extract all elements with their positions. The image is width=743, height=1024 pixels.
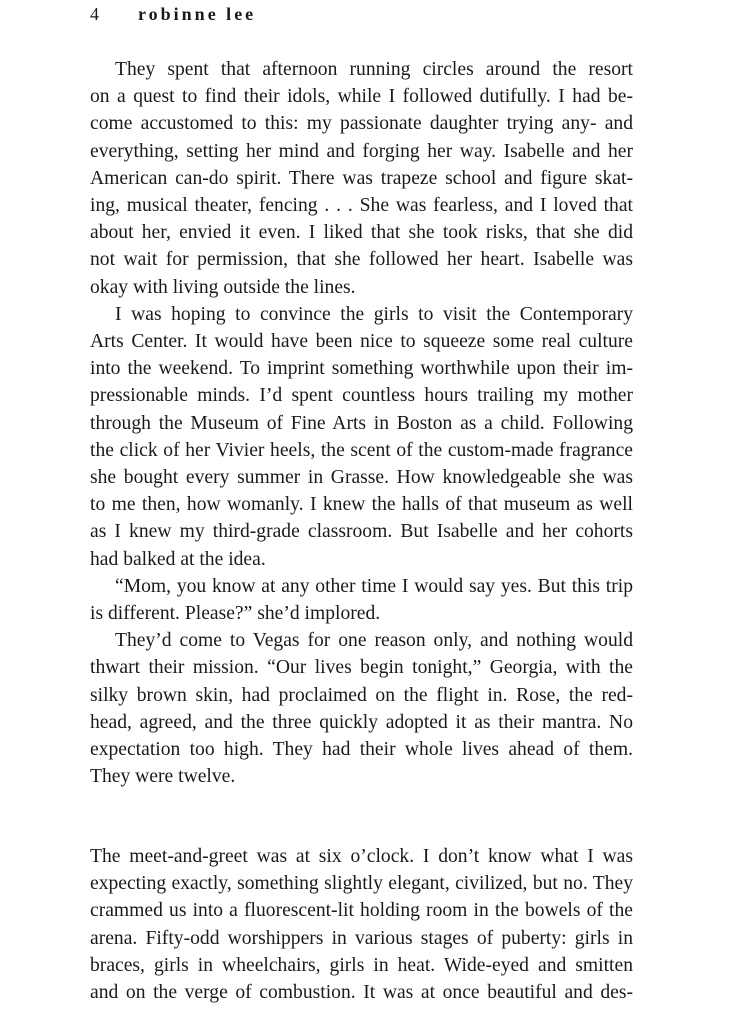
paragraph-line: head, agreed, and the three quickly adopted it as their mantra. No [90, 711, 633, 733]
paragraph-line: expecting exactly, something slightly elegant, civilized, but no. They [90, 873, 633, 895]
paragraph-line: They were twelve. [90, 766, 236, 788]
paragraph-line: she bought every summer in Grasse. How knowledgeable she was [90, 467, 633, 489]
paragraph-line: silky brown skin, had proclaimed on the flight in. Rose, the red- [90, 684, 633, 706]
paragraph-line: through the Museum of Fine Arts in Boston as a child. Following [90, 412, 633, 434]
paragraph-line: had balked at the idea. [90, 548, 266, 570]
paragraph-line: They’d come to Vegas for one reason only, and nothing would [115, 630, 633, 652]
paragraph-line: everything, setting her mind and forging her way. Isabelle and her [90, 140, 633, 162]
paragraph-line: on a quest to find their idols, while I followed dutifully. I had be- [90, 86, 633, 108]
page-header [90, 4, 256, 30]
paragraph-line: The meet-and-greet was at six o’clock. I don’t know what I was [90, 846, 633, 867]
paragraph-line: not wait for permission, that she followed her heart. Isabelle was [90, 249, 633, 271]
paragraph-line: is different. Please?” she’d implored. [90, 603, 381, 625]
paragraph-line: about her, envied it even. I liked that she took risks, that she did [90, 222, 633, 244]
paragraph-line: “Mom, you know at any other time I would say yes. But this trip [115, 575, 633, 597]
paragraph-line: arena. Fifty-odd worshippers in various stages of puberty: girls in [90, 927, 633, 949]
paragraph-line: okay with living outside the lines. [90, 276, 356, 298]
body-text-section-1 [90, 56, 633, 790]
paragraph-line: as I knew my third-grade classroom. But Isabelle and her cohorts [90, 521, 633, 543]
paragraph-line: ing, musical theater, fencing . . . She was fearless, and I loved that [90, 195, 633, 217]
paragraph-line: come accustomed to this: my passionate daughter trying any- and [90, 113, 633, 135]
body-text-section-2 [90, 843, 633, 1006]
paragraph-line: I was hoping to convince the girls to visit the Contemporary [115, 303, 633, 325]
paragraph-line: thwart their mission. “Our lives begin tonight,” Georgia, with the [90, 657, 633, 679]
page-number: 4 [90, 4, 99, 24]
paragraph-line: to me then, how womanly. I knew the halls of that museum as well [90, 494, 633, 516]
paragraph-line: and on the verge of combustion. It was at once beautiful and des- [90, 982, 633, 1004]
paragraph-line: crammed us into a fluorescent-lit holding room in the bowels of the [90, 900, 633, 922]
paragraph-4 [90, 627, 633, 790]
paragraph-line: into the weekend. To imprint something worthwhile upon their im- [90, 358, 633, 380]
paragraph-1 [90, 56, 633, 301]
paragraph-line: They spent that afternoon running circles around the resort [115, 59, 633, 80]
paragraph-3 [90, 573, 633, 627]
paragraph-line: the click of her Vivier heels, the scent of the custom-made fragrance [90, 439, 633, 461]
paragraph-line: pressionable minds. I’d spent countless hours trailing my mother [90, 385, 633, 407]
paragraph-5 [90, 843, 633, 1006]
running-head: robinne lee [138, 4, 257, 24]
paragraph-2 [90, 301, 633, 573]
paragraph-line: braces, girls in wheelchairs, girls in heat. Wide-eyed and smitten [90, 954, 633, 976]
paragraph-line: American can-do spirit. There was trapeze school and figure skat- [90, 167, 633, 189]
paragraph-line: Arts Center. It would have been nice to squeeze some real culture [90, 331, 633, 353]
paragraph-line: expectation too high. They had their whole lives ahead of them. [90, 739, 633, 761]
